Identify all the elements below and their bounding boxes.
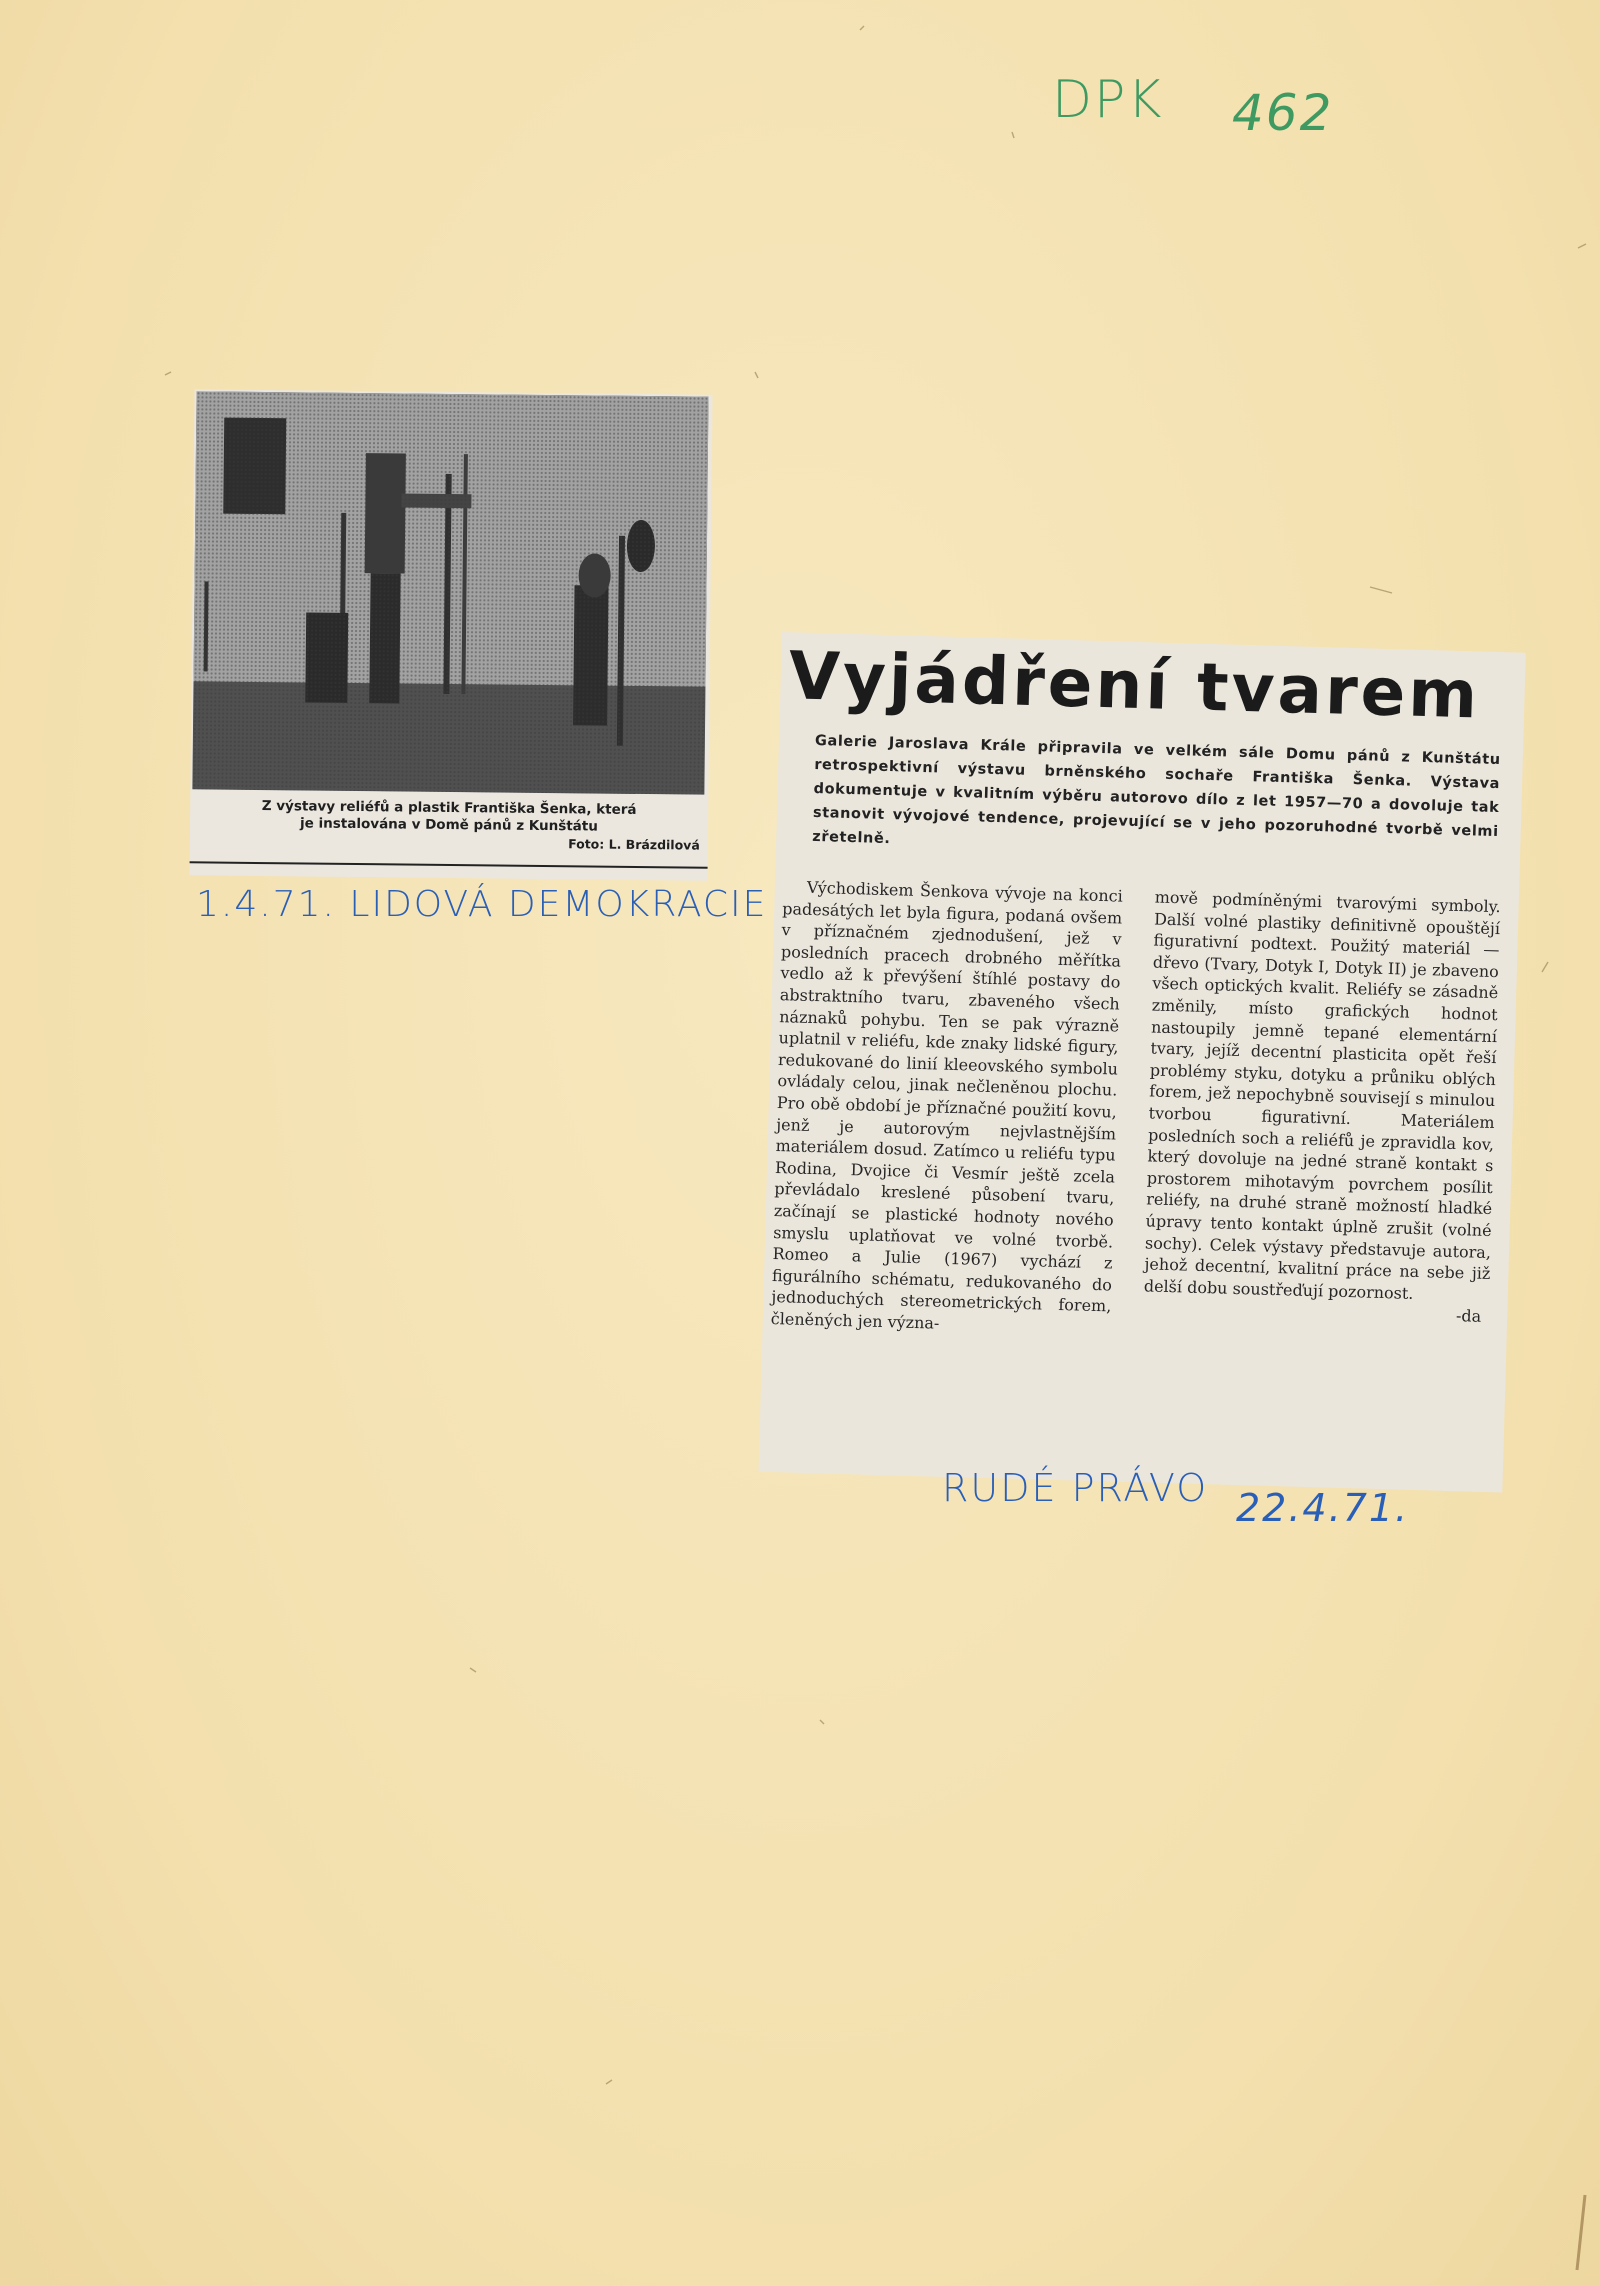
source-note-rude-pravo: RUDÉ PRÁVO (942, 1466, 1209, 1510)
archive-code: DPK (1052, 70, 1164, 130)
article-column-1 (771, 876, 1124, 1339)
article-lead: Galerie Jaroslava Krále připravila ve velkém sále Domu pánů z Kunštátu retrospektivní výstavu brněnského sochaře Františka Šenka. Výstava dokumentuje v kvalitním výběru autorovo dílo z let 1957—70 a dovoluje tak stanovit vývojové tendence, projevující se v jeho pozoruhodné tvorbě velmi zřetelně. (812, 732, 1501, 848)
article-clipping (759, 632, 1526, 1492)
clipping-rule (190, 861, 708, 868)
article-column-2 (1143, 887, 1501, 1328)
exhibition-photo (192, 391, 708, 794)
photo-clipping (189, 389, 712, 880)
photo-caption (190, 797, 709, 853)
author-signature: -da (1455, 1306, 1482, 1327)
caption-line-1: Z výstavy reliéfů a plastik Františka Šenka, která (261, 798, 637, 818)
column-2-text: mově podmíněnými tvarovými symboly. Další volné plastiky definitivně opouštějí figurativní podtext. Použitý materiál — dřevo (Tvary, Dotyk I, Dotyk II) je zbaveno všech optických kvalit. Reliéfy se zásadně změnily, místo grafických hodnot nastoupily jemně tepané elementární tvary, jejíž decentní plasticita opět řeší problémy styku, dotyku a průniku oblých forem, jež nepochybně souvisejí s minulou tvorbou figurativní. Materiálem posledních soch a reliéfů je zpravidla kov, který dovoluje na jedné straně kontakt s prostorem mihotavým povrchem posílit reliéfy, na druhé straně možností hladké úpravy tento kontakt úplně zrušit (volné sochy). Celek výstavy představuje autora, jehož decentní, kvalitní práce na sebe již delší dobu soustřeďují pozornost. (1143, 887, 1501, 1303)
source-note-date: 22.4.71. (1236, 1486, 1410, 1530)
photo-credit: Foto: L. Brázdilová (568, 836, 700, 853)
archive-number: 462 (1232, 84, 1334, 142)
column-1-text: Východiskem Šenkova vývoje na konci padesátých let byla figura, podaná ovšem v příznačném zjednodušení, jež v posledních pracech drobného měřítka vedlo až k převýšení štíhlé postavy do abstraktního tvaru, zbaveného všech náznaků pohybu. Ten se pak výrazně uplatnil v reliéfu, kde znaky lidské figury, redukované do linií kleeovského symbolu ovládaly celou, jinak nečleněnou plochu. Pro obě období je příznačné použití kovu, jenž je autorovým nejvlastnějším materiálem dosud. Zatímco u reliéfu typu Rodina, Dvojice či Vesmír ještě zcela převládalo kreslené působení tvaru, začínají se plastické hodnoty nového smyslu uplatňovat ve volné tvorbě. Romeo a Julie (1967) vychází z figurálního schématu, redukovaného do jednoduchých stereometrických forem, členěných jen význa- (770, 877, 1124, 1333)
article-headline: Vyjádření tvarem (787, 637, 1482, 734)
source-note-lidova-demokracie: 1.4.71. LIDOVÁ DEMOKRACIE (196, 884, 768, 925)
caption-line-2: je instalována v Domě pánů z Kunštátu (300, 815, 598, 835)
